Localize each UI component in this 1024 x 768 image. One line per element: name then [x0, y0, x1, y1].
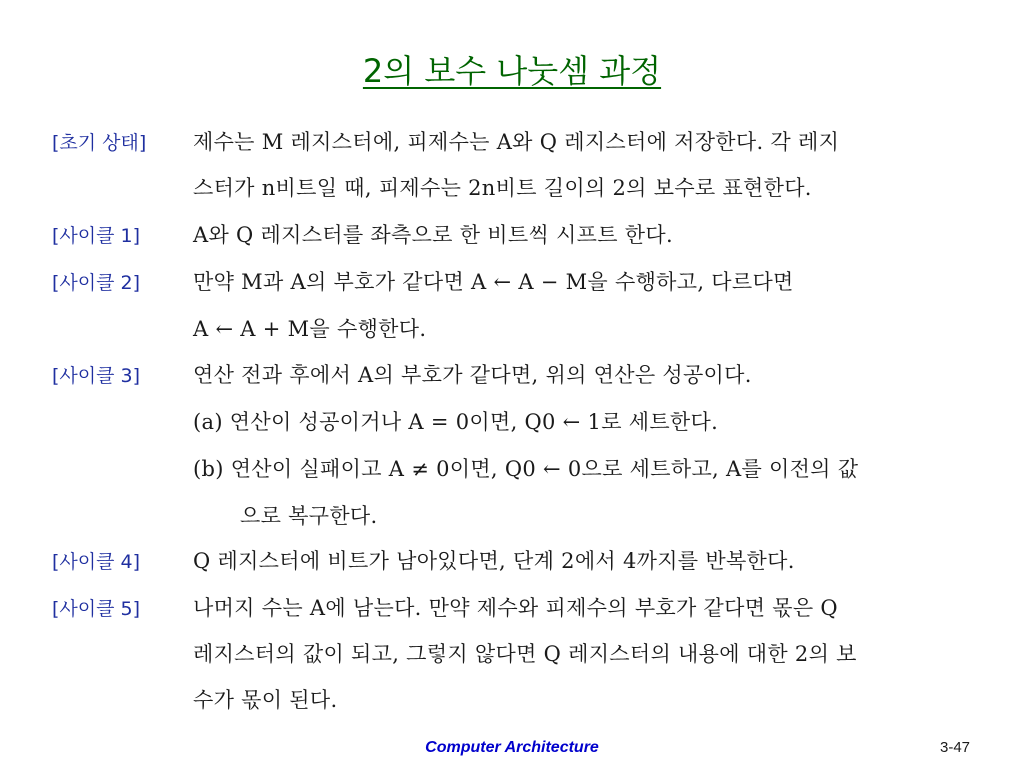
- step-cycle-5-line-3: 수가 몫이 된다.: [193, 688, 338, 712]
- step-label-initial: [초기 상태]: [52, 132, 147, 154]
- slide-title: 2의 보수 나눗셈 과정: [362, 52, 662, 90]
- step-cycle-4-line-1: Q 레지스터에 비트가 남아있다면, 단계 2에서 4까지를 반복한다.: [193, 549, 795, 573]
- step-cycle-3-line-2: (a) 연산이 성공이거나 A = 0이면, Q0 ← 1로 세트한다.: [193, 410, 719, 434]
- step-label-cycle-2: [사이클 2]: [52, 272, 141, 294]
- step-cycle-5-line-2: 레지스터의 값이 되고, 그렇지 않다면 Q 레지스터의 내용에 대한 2의 보: [193, 642, 857, 666]
- footer-page-number: 3-47: [940, 739, 971, 756]
- step-cycle-5-line-1: 나머지 수는 A에 남는다. 만약 제수와 피제수의 부호가 같다면 몫은 Q: [193, 596, 838, 620]
- step-cycle-3-line-4: 으로 복구한다.: [240, 504, 378, 528]
- footer-course-title: Computer Architecture: [425, 739, 599, 756]
- step-cycle-2-line-2: A ← A + M을 수행한다.: [193, 317, 427, 341]
- step-label-cycle-3: [사이클 3]: [52, 365, 141, 387]
- step-cycle-2-line-1: 만약 M과 A의 부호가 같다면 A ← A − M을 수행하고, 다르다면: [193, 270, 794, 294]
- step-label-cycle-5: [사이클 5]: [52, 598, 141, 620]
- step-cycle-3-line-3: (b) 연산이 실패이고 A ≠ 0이면, Q0 ← 0으로 세트하고, A를 이전의 값: [193, 457, 859, 481]
- step-cycle-1-line-1: A와 Q 레지스터를 좌측으로 한 비트씩 시프트 한다.: [193, 223, 673, 247]
- step-label-cycle-4: [사이클 4]: [52, 551, 141, 573]
- step-label-cycle-1: [사이클 1]: [52, 225, 141, 247]
- step-initial-line-1: 제수는 M 레지스터에, 피제수는 A와 Q 레지스터에 저장한다. 각 레지: [193, 130, 840, 154]
- step-initial-line-2: 스터가 n비트일 때, 피제수는 2n비트 길이의 2의 보수로 표현한다.: [193, 176, 812, 200]
- step-cycle-3-line-1: 연산 전과 후에서 A의 부호가 같다면, 위의 연산은 성공이다.: [193, 363, 752, 387]
